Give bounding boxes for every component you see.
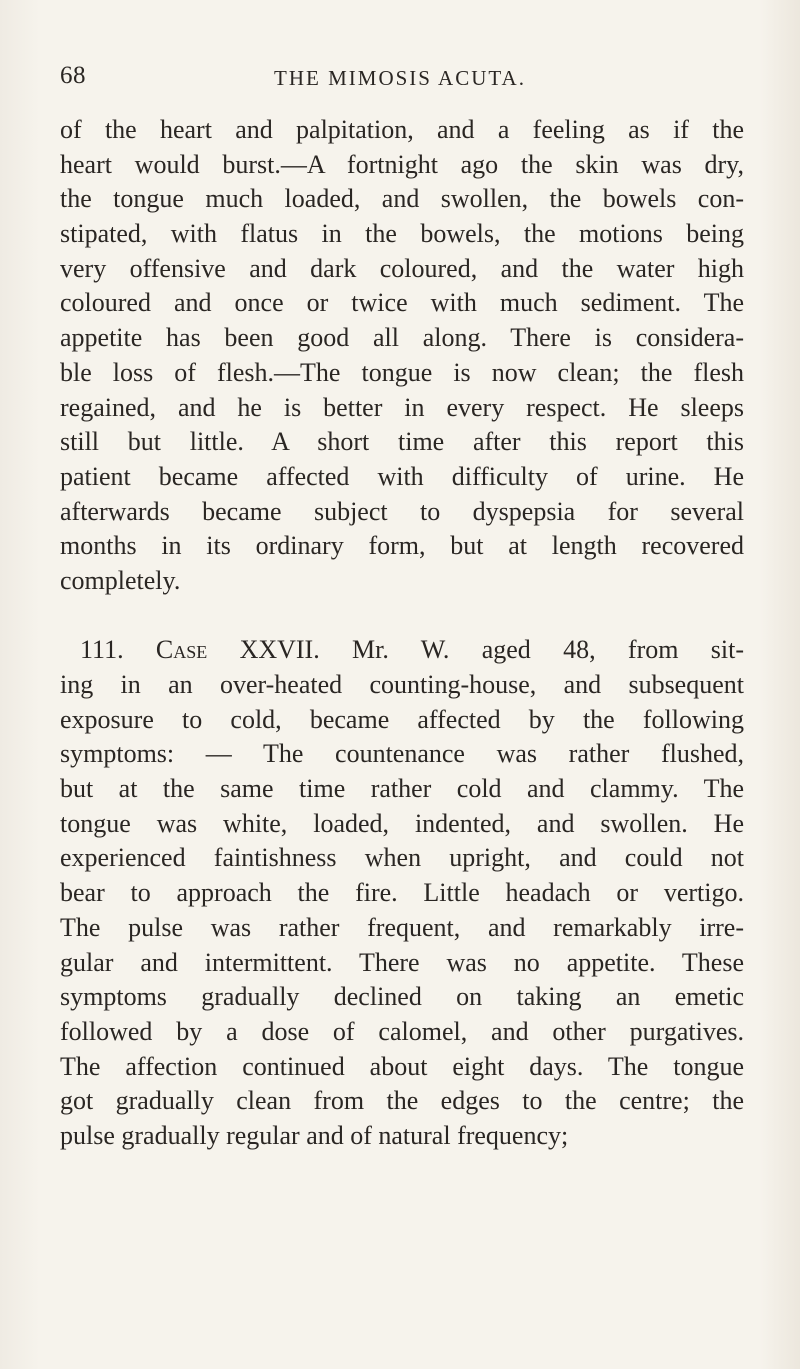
page-number: 68	[60, 62, 86, 89]
text-line: stipated, with flatus in the bowels, the motions being	[60, 219, 744, 249]
text-line: the tongue much loaded, and swollen, the bowels con-	[60, 184, 744, 214]
section-number: 111.	[80, 635, 124, 665]
text-line: of the heart and palpitation, and a feeling as if the	[60, 115, 744, 144]
paragraph-2	[60, 633, 744, 1153]
text-line: afterwards became subject to dyspepsia for several	[60, 496, 744, 526]
running-title: THE MIMOSIS ACUTA.	[274, 66, 526, 90]
text-line: followed by a dose of calomel, and other purgatives.	[60, 1016, 744, 1046]
case-heading: Case XXVII.	[155, 635, 320, 665]
text-line: months in its ordinary form, but at length recovered	[60, 531, 744, 561]
body-text	[60, 113, 744, 1154]
text-line: but at the same time rather cold and clammy. The	[60, 774, 744, 804]
text-line: regained, and he is better in every respect. He sleeps	[60, 392, 744, 422]
text-line: ble loss of flesh.—The tongue is now clean; the flesh	[60, 357, 744, 387]
text-line: experienced faintishness when upright, and could not	[60, 843, 744, 873]
text-line: bear to approach the fire. Little headach or vertigo.	[60, 878, 744, 908]
text-line: pulse gradually regular and of natural frequency;	[60, 1120, 569, 1150]
text-line: completely.	[60, 565, 181, 595]
text-line: heart would burst.—A fortnight ago the skin was dry,	[60, 149, 744, 179]
text-line: coloured and once or twice with much sediment. The	[60, 288, 744, 318]
text-line: symptoms gradually declined on taking an emetic	[60, 982, 744, 1012]
text-line: tongue was white, loaded, indented, and swollen. He	[60, 808, 744, 838]
text-line: gular and intermittent. There was no appetite. These	[60, 947, 744, 977]
paragraph-1	[60, 113, 744, 599]
paragraph-opening-line	[60, 633, 744, 668]
running-head	[60, 62, 740, 92]
text-line-fragment: Mr. W. aged 48, from sit-	[352, 635, 745, 665]
paragraph-gap	[60, 599, 744, 634]
text-line: got gradually clean from the edges to the centre; the	[60, 1086, 744, 1116]
text-line: exposure to cold, became affected by the following	[60, 704, 744, 734]
text-line: patient became affected with difficulty of urine. He	[60, 461, 744, 491]
text-line: symptoms: — The countenance was rather flushed,	[60, 739, 744, 769]
text-line: The affection continued about eight days. The tongue	[60, 1051, 744, 1081]
text-line: ing in an over-heated counting-house, and subsequent	[60, 670, 744, 699]
text-line: appetite has been good all along. There is considera-	[60, 323, 744, 353]
text-line: very offensive and dark coloured, and the water high	[60, 253, 744, 283]
text-line: The pulse was rather frequent, and remarkably irre-	[60, 912, 744, 942]
text-line: still but little. A short time after this report this	[60, 427, 744, 457]
